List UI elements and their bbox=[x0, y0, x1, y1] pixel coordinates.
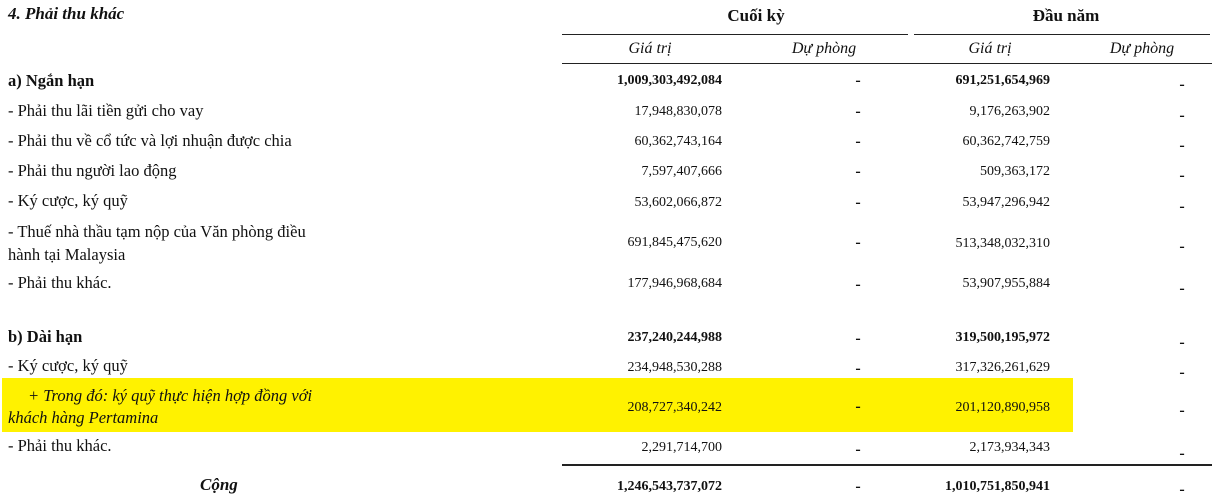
row-other-short-begin-value: 53,907,955,884 bbox=[962, 276, 1050, 291]
header-rule-end bbox=[562, 34, 908, 35]
row-other-long-label: - Phải thu khác. bbox=[8, 436, 112, 455]
section-title: 4. Phải thu khác bbox=[8, 4, 125, 23]
row-deposits-long-label: - Ký cược, ký quỹ bbox=[8, 356, 128, 375]
row-short-term-label: a) Ngắn hạn bbox=[8, 71, 95, 90]
row-other-short-label: - Phải thu khác. bbox=[8, 273, 112, 292]
row-interest-receivable-end-prov: - bbox=[855, 103, 861, 120]
row-other-long-begin-value: 2,173,934,343 bbox=[969, 440, 1050, 455]
row-deposits-short-label: - Ký cược, ký quỹ bbox=[8, 191, 128, 210]
row-long-term-end-value: 237,240,244,988 bbox=[627, 330, 722, 345]
row-contractor-tax-end-value: 691,845,475,620 bbox=[627, 235, 722, 250]
row-deposits-long-begin-value: 317,326,261,629 bbox=[955, 360, 1050, 375]
row-deposits-long-end-value: 234,948,530,288 bbox=[627, 360, 722, 375]
row-employee-receivable-begin-prov: - bbox=[1179, 167, 1185, 184]
row-other-long-end-prov: - bbox=[855, 441, 861, 458]
row-short-term-begin-prov: - bbox=[1179, 76, 1185, 93]
subheader-end-provision: Dự phòng bbox=[791, 40, 857, 57]
row-other-long-begin-prov: - bbox=[1179, 445, 1185, 462]
row-other-long-end-value: 2,291,714,700 bbox=[641, 440, 722, 455]
row-other-short-end-value: 177,946,968,684 bbox=[627, 276, 722, 291]
row-pertamina-end-prov: - bbox=[855, 398, 861, 415]
row-deposits-short-end-value: 53,602,066,872 bbox=[634, 195, 722, 210]
row-employee-receivable-end-prov: - bbox=[855, 163, 861, 180]
row-contractor-tax-begin-value: 513,348,032,310 bbox=[955, 236, 1050, 251]
row-employee-receivable-label: - Phải thu người lao động bbox=[8, 161, 177, 180]
row-pertamina-label-line1: + Trong đó: ký quỹ thực hiện hợp đồng với bbox=[28, 386, 313, 405]
subheader-end-value: Giá trị bbox=[628, 40, 672, 57]
header-beginning-of-year: Đầu năm bbox=[1032, 6, 1100, 25]
row-deposits-short-begin-prov: - bbox=[1179, 198, 1185, 215]
row-short-term-end-prov: - bbox=[855, 72, 861, 89]
total-end-value: 1,246,543,737,072 bbox=[617, 479, 722, 494]
row-employee-receivable-end-value: 7,597,407,666 bbox=[641, 164, 722, 179]
row-deposits-short-begin-value: 53,947,296,942 bbox=[962, 195, 1050, 210]
row-short-term-begin-value: 691,251,654,969 bbox=[955, 73, 1050, 88]
row-other-short-begin-prov: - bbox=[1179, 280, 1185, 297]
total-begin-prov: - bbox=[1179, 481, 1185, 498]
row-dividend-receivable-end-prov: - bbox=[855, 133, 861, 150]
row-long-term-begin-prov: - bbox=[1179, 334, 1185, 351]
subheader-begin-value: Giá trị bbox=[968, 40, 1012, 57]
row-deposits-long-end-prov: - bbox=[855, 360, 861, 377]
row-pertamina-begin-prov: - bbox=[1179, 402, 1185, 419]
header-end-of-period: Cuối kỳ bbox=[727, 6, 785, 25]
row-contractor-tax-begin-prov: - bbox=[1179, 238, 1185, 255]
row-long-term-label: b) Dài hạn bbox=[8, 327, 83, 346]
row-dividend-receivable-end-value: 60,362,743,164 bbox=[634, 134, 722, 149]
row-other-short-end-prov: - bbox=[855, 276, 861, 293]
row-interest-receivable-begin-prov: - bbox=[1179, 107, 1185, 124]
total-begin-value: 1,010,751,850,941 bbox=[945, 479, 1050, 494]
row-deposits-long-begin-prov: - bbox=[1179, 364, 1185, 381]
total-rule bbox=[562, 464, 1212, 466]
subheader-begin-provision: Dự phòng bbox=[1109, 40, 1175, 57]
row-short-term-end-value: 1,009,303,492,084 bbox=[617, 73, 722, 88]
row-pertamina-end-value: 208,727,340,242 bbox=[627, 400, 722, 415]
total-label: Cộng bbox=[200, 475, 238, 494]
row-long-term-end-prov: - bbox=[855, 330, 861, 347]
row-pertamina-begin-value: 201,120,890,958 bbox=[955, 400, 1050, 415]
row-dividend-receivable-label: - Phải thu về cổ tức và lợi nhuận được chia bbox=[8, 131, 292, 150]
row-long-term-begin-value: 319,500,195,972 bbox=[955, 330, 1050, 345]
row-interest-receivable-begin-value: 9,176,263,902 bbox=[969, 104, 1050, 119]
row-pertamina-label-line2: khách hàng Pertamina bbox=[8, 408, 159, 427]
row-dividend-receivable-begin-value: 60,362,742,759 bbox=[962, 134, 1050, 149]
total-end-prov: - bbox=[855, 478, 861, 495]
row-interest-receivable-end-value: 17,948,830,078 bbox=[634, 104, 722, 119]
row-interest-receivable-label: - Phải thu lãi tiền gửi cho vay bbox=[8, 101, 204, 120]
row-contractor-tax-label-line1: - Thuế nhà thầu tạm nộp của Văn phòng điều bbox=[8, 222, 306, 241]
subheader-rule bbox=[562, 63, 1212, 64]
row-employee-receivable-begin-value: 509,363,172 bbox=[980, 164, 1050, 179]
row-contractor-tax-end-prov: - bbox=[855, 234, 861, 251]
row-deposits-short-end-prov: - bbox=[855, 194, 861, 211]
row-contractor-tax-label-line2: hành tại Malaysia bbox=[8, 245, 126, 264]
header-rule-begin bbox=[914, 34, 1210, 35]
row-dividend-receivable-begin-prov: - bbox=[1179, 137, 1185, 154]
